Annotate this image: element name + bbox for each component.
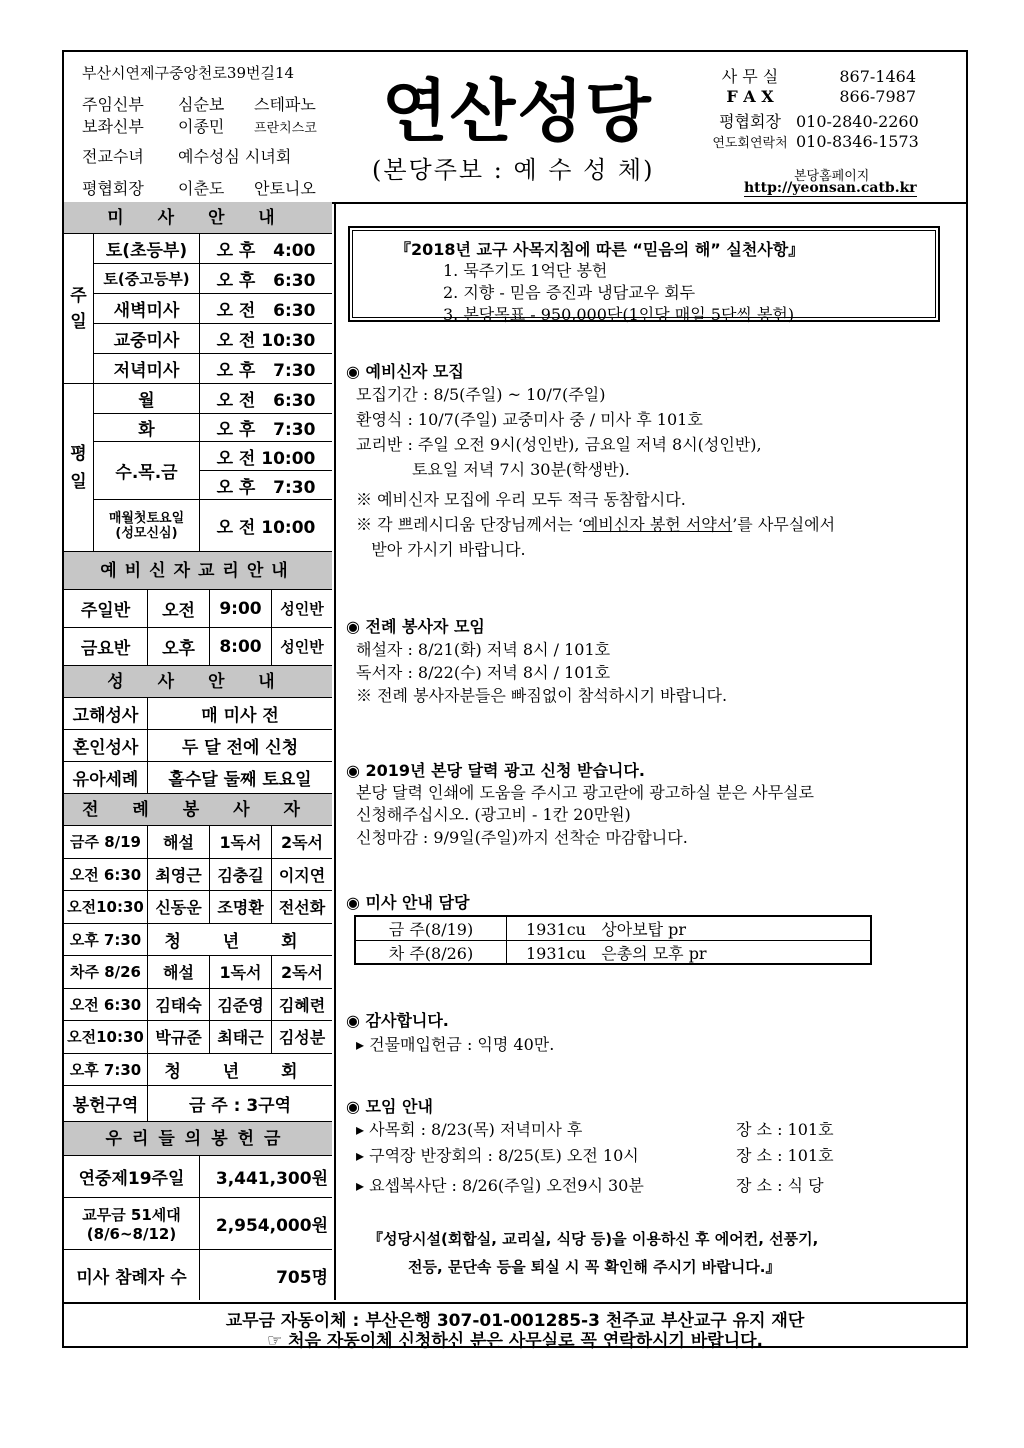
contact-value: 010-2840-2260 xyxy=(796,112,919,131)
server-name: 2독서 xyxy=(272,956,332,989)
thanks-title: ◉ 감사합니다. xyxy=(346,1011,449,1030)
goal-item: 3. 본당목표 - 950,000단(1인당 매일 5단씩 봉헌) xyxy=(443,305,795,324)
mass-name: 수.목.금 xyxy=(94,442,200,500)
right-column xyxy=(336,202,966,1300)
sacrament-guide-heading: 성 사 안 내 xyxy=(64,666,332,698)
contact-row xyxy=(704,87,916,106)
mass-duty-table xyxy=(354,915,872,965)
auto-transfer-info: 교무금 자동이체 : 부산은행 307-01-001285-3 천주교 부산교구 유지 재단 xyxy=(225,1311,805,1331)
bulletin-subtitle: (본당주보 : 예 수 성 체) xyxy=(372,156,655,184)
catechumen-line: 환영식 : 10/7(주일) 교중미사 중 / 미사 후 101호 xyxy=(356,410,703,429)
server-meeting-line: ※ 전례 봉사자분들은 빠짐없이 참석하시기 바랍니다. xyxy=(356,686,728,705)
goal-box-inner xyxy=(352,230,936,324)
goal-title: 『2018년 교구 사목지침에 따른 “믿음의 해” 실천사항』 xyxy=(395,240,805,259)
sacrament-name: 고해성사 xyxy=(64,698,148,730)
mass-name: 월 xyxy=(94,384,200,414)
parish-address: 부산시연제구중앙천로39번길14 xyxy=(82,64,295,82)
server-mass-time: 오후 7:30 xyxy=(64,1054,148,1087)
catechumen-note xyxy=(356,512,835,535)
server-name: 이지연 xyxy=(272,859,332,892)
meeting-info: ▸ 구역장 반장회의 : 8/25(토) 오전 10시 xyxy=(356,1146,639,1165)
goal-item: 2. 지향 - 믿음 증진과 냉담교우 회두 xyxy=(443,283,696,302)
offering-amount: 705명 xyxy=(276,1267,328,1288)
server-name: 조명환 xyxy=(210,891,272,924)
staff-baptismal: 스테파노 xyxy=(254,95,316,114)
meeting-place: 장 소 : 101호 xyxy=(736,1146,834,1165)
sacrament-info: 두 달 전에 신청 xyxy=(148,730,332,762)
sacrament-info: 홀수달 둘째 토요일 xyxy=(148,762,332,794)
weekday-label: 평 일 xyxy=(64,384,94,552)
server-name: 전선화 xyxy=(272,891,332,924)
server-name: 박규준 xyxy=(148,1021,210,1054)
mass-time: 오 전 10:00 xyxy=(200,442,332,471)
server-mass-time: 오전 6:30 xyxy=(64,859,148,892)
staff-row xyxy=(82,92,316,115)
catechumen-line: 토요일 저녁 7시 30분(학생반). xyxy=(356,460,630,479)
offering-label: 연중제19주일 xyxy=(64,1156,200,1198)
server-mass-time: 오전10:30 xyxy=(64,891,148,924)
contact-value: 867-1464 xyxy=(839,67,916,86)
pledge-form-name: 예비신자 봉헌 서약서 xyxy=(582,515,733,534)
contact-label: 평협회장 xyxy=(719,112,781,131)
server-name: 김충길 xyxy=(210,859,272,892)
staff-name: 예수성심 시녀회 xyxy=(178,147,292,166)
goal-item: 1. 묵주기도 1억단 봉헌 xyxy=(443,261,608,280)
duty-week: 차 주(8/26) xyxy=(356,941,507,964)
mass-time: 오 후 7:30 xyxy=(200,414,332,442)
server-mass-time: 오전10:30 xyxy=(64,1021,148,1054)
meeting-place: 장 소 : 식 당 xyxy=(736,1176,824,1195)
server-name: 김태숙 xyxy=(148,989,210,1022)
facility-notice: 전등, 문단속 등을 퇴실 시 꼭 확인해 주시기 바랍니다.』 xyxy=(408,1258,781,1276)
class-group: 성인반 xyxy=(272,628,332,666)
server-name: 1독서 xyxy=(210,956,272,989)
offering-zone-label: 봉헌구역 xyxy=(64,1086,148,1122)
calendar-ad-line: 신청마감 : 9/9일(주일)까지 선착순 마감합니다. xyxy=(356,828,688,847)
server-mass-time: 금주 8/19 xyxy=(64,826,148,859)
mass-name: 교중미사 xyxy=(94,324,200,354)
bulletin-title: 연산성당 xyxy=(382,73,653,152)
mass-time: 오 후 7:30 xyxy=(200,471,332,500)
server-name: 해설 xyxy=(148,826,210,859)
contact-row xyxy=(704,64,916,87)
duty-week: 금 주(8/19) xyxy=(356,917,507,940)
server-name: 신동운 xyxy=(148,891,210,924)
duty-group: 1931cu 상아보탑 pr xyxy=(526,920,687,939)
mass-duty-title: ◉ 미사 안내 담당 xyxy=(346,893,470,912)
server-meeting-title: ◉ 전례 봉사자 모임 xyxy=(346,617,485,636)
class-period: 오전 xyxy=(148,590,210,628)
mass-name: 새벽미사 xyxy=(94,294,200,324)
class-group: 성인반 xyxy=(272,590,332,628)
contact-label: F A X xyxy=(726,87,774,106)
contact-row xyxy=(704,109,919,132)
table-row xyxy=(356,940,870,964)
mass-time: 오 후 7:30 xyxy=(200,354,332,384)
mass-name: 토(초등부) xyxy=(94,234,200,264)
mass-name: 저녁미사 xyxy=(94,354,200,384)
mass-name: 화 xyxy=(94,414,200,442)
homepage-label: 본당홈페이지 xyxy=(794,169,870,184)
contact-value: 010-8346-1573 xyxy=(796,132,919,151)
server-mass-time: 오전 6:30 xyxy=(64,989,148,1022)
meeting-info: ▸ 사목회 : 8/23(목) 저녁미사 후 xyxy=(356,1120,583,1139)
server-name: 해설 xyxy=(148,956,210,989)
calendar-ad-line: 신청해주십시오. (광고비 - 1칸 20만원) xyxy=(356,805,631,824)
catechumen-title: ◉ 예비신자 모집 xyxy=(346,362,464,381)
staff-role: 평협회장 xyxy=(82,179,144,198)
auto-transfer-notice: ☞ 처음 자동이체 신청하신 분은 사무실로 꼭 연락하시기 바랍니다. xyxy=(266,1331,764,1351)
calendar-ad-title: ◉ 2019년 본당 달력 광고 신청 받습니다. xyxy=(346,761,645,780)
catechumen-note: 받아 가시기 바랍니다. xyxy=(356,540,526,559)
meetings-title: ◉ 모임 안내 xyxy=(346,1097,433,1116)
server-name: 김성분 xyxy=(272,1021,332,1054)
catechumen-guide-heading: 예비신자교리안내 xyxy=(64,552,332,590)
catechumen-line: 모집기간 : 8/5(주일) ~ 10/7(주일) xyxy=(356,385,606,404)
contact-label: 사 무 실 xyxy=(721,67,779,86)
staff-role: 주임신부 xyxy=(82,95,144,114)
staff-name: 이춘도 xyxy=(178,179,225,198)
offering-amount: 2,954,000원 xyxy=(200,1198,332,1250)
calendar-ad-line: 본당 달력 인쇄에 도움을 주시고 광고란에 광고하실 분은 사무실로 xyxy=(356,783,815,802)
mass-time: 오 전 10:30 xyxy=(200,324,332,354)
class-name: 금요반 xyxy=(64,628,148,666)
server-name: 최영근 xyxy=(148,859,210,892)
mass-time: 오 전 10:00 xyxy=(200,500,332,552)
staff-row xyxy=(82,114,317,137)
server-name: 2독서 xyxy=(272,826,332,859)
footer xyxy=(64,1302,966,1351)
server-name: 김준영 xyxy=(210,989,272,1022)
offering-label: 미사 참례자 수 xyxy=(64,1250,200,1300)
class-time: 8:00 xyxy=(210,628,272,666)
contact-value: 866-7987 xyxy=(839,87,916,106)
homepage-link[interactable]: http://yeonsan.catb.kr xyxy=(744,180,917,196)
offering-zone-value: 금 주 : 3구역 xyxy=(148,1086,332,1122)
staff-name: 심순보 xyxy=(178,95,225,114)
server-group: 청 년 회 xyxy=(148,1054,332,1087)
offering-label: 교무금 51세대 (8/6~8/12) xyxy=(64,1198,200,1250)
duty-group: 1931cu 은총의 모후 pr xyxy=(526,944,707,963)
mass-time: 오 후 6:30 xyxy=(200,264,332,294)
mass-guide-heading: 미 사 안 내 xyxy=(64,202,332,234)
server-name: 1독서 xyxy=(210,826,272,859)
class-time: 9:00 xyxy=(210,590,272,628)
staff-role: 보좌신부 xyxy=(82,117,144,136)
sunday-label: 주 일 xyxy=(64,234,94,384)
server-meeting-line: 독서자 : 8/22(수) 저녁 8시 / 101호 xyxy=(356,663,611,682)
sacrament-info: 매 미사 전 xyxy=(148,698,332,730)
contact-row xyxy=(704,132,919,151)
meeting-info: ▸ 요셉복사단 : 8/26(주일) 오전9시 30분 xyxy=(356,1176,644,1195)
offering-amount: 3,441,300원 xyxy=(200,1156,332,1198)
contact-label: 연도회연락처 xyxy=(712,136,788,151)
bulletin-frame xyxy=(62,50,968,1351)
server-meeting-line: 해설자 : 8/21(화) 저녁 8시 / 101호 xyxy=(356,640,611,659)
header xyxy=(64,52,966,204)
mass-time: 오 전 6:30 xyxy=(200,384,332,414)
catechumen-line: ※ 예비신자 모집에 우리 모두 적극 동참합시다. xyxy=(356,490,686,509)
staff-name: 이종민 xyxy=(178,117,225,136)
server-mass-time: 차주 8/26 xyxy=(64,956,148,989)
left-column xyxy=(64,202,336,1300)
server-mass-time: 오후 7:30 xyxy=(64,924,148,957)
offerings-heading: 우리들의봉헌금 xyxy=(64,1122,332,1156)
server-name: 최태근 xyxy=(210,1021,272,1054)
note-text: ※ 각 쁘레시디움 단장님께서는 ‘ xyxy=(356,515,583,534)
liturgy-servers-heading: 전 례 봉 사 자 xyxy=(64,794,332,826)
staff-role: 전교수녀 xyxy=(82,147,144,166)
staff-baptismal: 프란치스코 xyxy=(254,121,317,136)
mass-time: 오 후 4:00 xyxy=(200,234,332,264)
staff-row xyxy=(82,176,316,199)
note-text: ’를 사무실에서 xyxy=(732,515,836,534)
class-name: 주일반 xyxy=(64,590,148,628)
mass-name: 토(중고등부) xyxy=(94,264,200,294)
sacrament-name: 유아세례 xyxy=(64,762,148,794)
catechumen-line: 교리반 : 주일 오전 9시(성인반), 금요일 저녁 8시(성인반), xyxy=(356,435,762,454)
server-name: 김혜련 xyxy=(272,989,332,1022)
staff-row xyxy=(82,144,291,167)
meeting-place: 장 소 : 101호 xyxy=(736,1120,834,1139)
server-group: 청 년 회 xyxy=(148,924,332,957)
mass-name: 매월첫토요일 (성모신심) xyxy=(94,500,200,552)
thanks-line: ▸ 건물매입헌금 : 익명 40만. xyxy=(356,1035,555,1054)
mass-time: 오 전 6:30 xyxy=(200,294,332,324)
class-period: 오후 xyxy=(148,628,210,666)
staff-baptismal: 안토니오 xyxy=(254,179,316,198)
pastoral-goal-box xyxy=(348,226,940,322)
facility-notice: 『성당시설(회합실, 교리실, 식당 등)을 이용하신 후 에어컨, 선풍기, xyxy=(368,1230,819,1248)
table-row xyxy=(356,917,870,940)
sacrament-name: 혼인성사 xyxy=(64,730,148,762)
